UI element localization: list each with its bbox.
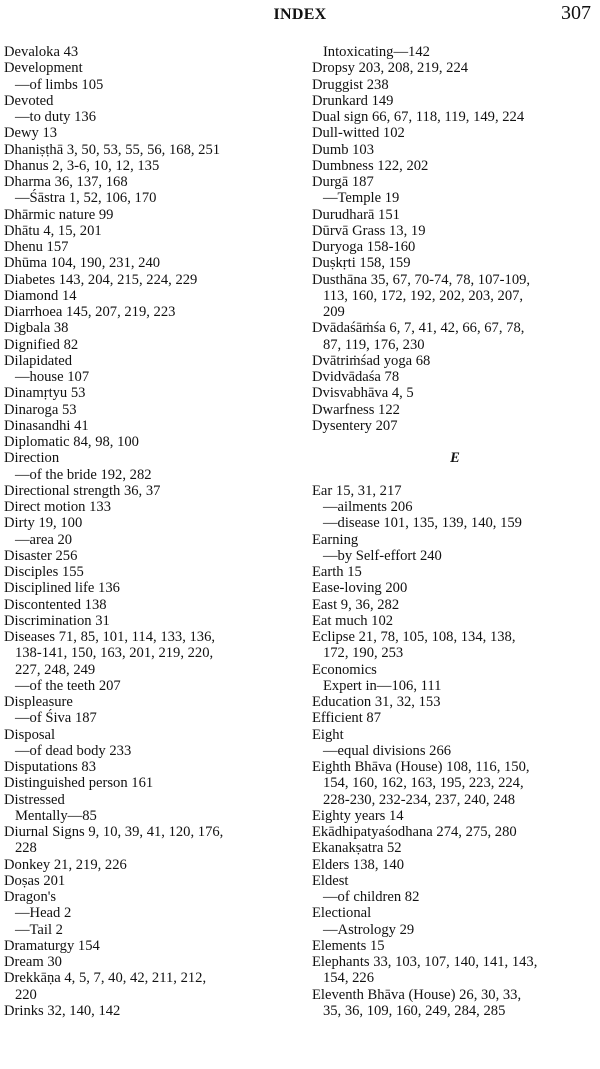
index-entry: —Temple 19 [312,190,400,207]
index-entry: Disputations 83 [4,759,97,775]
index-entry: Drinks 32, 140, 142 [4,1002,121,1019]
index-entry: Eighth Bhāva (House) 108, 116, 150, [312,759,530,775]
index-entry: —disease 101, 135, 139, 140, 159 [312,515,522,532]
index-column-right [312,44,598,1019]
index-entry: Ekādhipatyaśodhana 274, 275, 280 [312,824,517,840]
index-entry: Efficient 87 [312,710,382,727]
index-entry: Dvātriṁśad yoga 68 [312,352,431,369]
index-entry: Dirty 19, 100 [4,515,83,532]
index-entry: —of the teeth 207 [4,677,121,694]
index-entry: —ailments 206 [312,499,413,515]
index-entry: Dvisvabhāva 4, 5 [312,385,414,402]
index-entry: Dignified 82 [4,336,79,353]
index-entry: Dual sign 66, 67, 118, 119, 149, 224 [312,109,525,125]
index-entry: Ekanakṣatra 52 [312,840,402,857]
index-entry: Dumb 103 [312,141,375,158]
index-entry: —Astrology 29 [312,921,415,938]
index-entry: Disciplined life 136 [4,580,120,597]
index-entry: Eight [312,726,344,743]
index-entry: Dhātu 4, 15, 201 [4,222,102,239]
section-letter-heading: E [450,450,460,467]
index-entry: —by Self-effort 240 [312,547,442,564]
index-entry: Dhenu 157 [4,239,69,255]
index-entry: —of children 82 [312,889,420,905]
index-entry: Druggist 238 [312,76,389,93]
index-entry: Expert in—106, 111 [312,677,442,694]
index-entry: Ease-loving 200 [312,580,408,597]
index-entry: Dinamṛtyu 53 [4,385,86,402]
index-entry: Elements 15 [312,937,385,954]
index-entry: Directional strength 36, 37 [4,482,161,499]
index-entry: 209 [312,304,345,320]
index-entry: —of Śiva 187 [4,710,97,727]
index-entry: Displeasure [4,694,73,710]
running-title: INDEX [273,6,327,23]
index-entry: 154, 226 [312,970,375,987]
index-column-left [4,44,292,1019]
index-entry: 172, 190, 253 [312,645,404,662]
index-entry: 138-141, 150, 163, 201, 219, 220, [4,645,214,662]
index-entry: Economics [312,661,377,678]
index-entry: Dream 30 [4,954,62,970]
index-entry: Disposal [4,726,56,743]
index-entry: Dvādaśāṁśa 6, 7, 41, 42, 66, 67, 78, [312,320,525,337]
index-entry: —Head 2 [4,905,72,922]
index-entry: Eighty years 14 [312,807,404,824]
index-entry: —equal divisions 266 [312,742,452,759]
index-entry: Diabetes 143, 204, 215, 224, 229 [4,271,198,288]
index-entry: Dinaroga 53 [4,401,77,418]
index-entry: —to duty 136 [4,109,97,125]
index-entry: Dhūma 104, 190, 231, 240 [4,255,161,272]
page-header [0,4,600,28]
index-entry: Education 31, 32, 153 [312,694,441,710]
index-entry: —Tail 2 [4,921,63,938]
index-entry: Dramaturgy 154 [4,937,100,954]
index-entry: Devaloka 43 [4,44,79,60]
index-entry: Donkey 21, 219, 226 [4,856,127,873]
index-entry: 227, 248, 249 [4,661,96,678]
index-entry: Distinguished person 161 [4,775,154,792]
index-entry: Durudharā 151 [312,206,400,223]
index-entry: Eleventh Bhāva (House) 26, 30, 33, [312,986,522,1003]
index-entry: Dumbness 122, 202 [312,157,429,174]
index-entry: Elders 138, 140 [312,856,405,873]
index-entry: —of dead body 233 [4,742,132,759]
index-entry: Dusthāna 35, 67, 70-74, 78, 107-109, [312,271,531,288]
index-entry: Dharma 36, 137, 168 [4,174,128,190]
index-entry: Diamond 14 [4,287,77,304]
index-entry: Dewy 13 [4,125,58,142]
index-entry: Diseases 71, 85, 101, 114, 133, 136, [4,629,216,645]
index-entry: Earth 15 [312,564,362,580]
index-entry: Earning [312,531,359,548]
index-entry: Durgā 187 [312,174,374,190]
index-entry: Dragon's [4,889,57,905]
index-entry: Dinasandhi 41 [4,417,89,434]
index-entry: 35, 36, 109, 160, 249, 284, 285 [312,1002,506,1019]
index-entry: 228 [4,840,37,857]
index-entry: Discrimination 31 [4,612,110,629]
index-entry: Diplomatic 84, 98, 100 [4,434,139,450]
index-entry: Direct motion 133 [4,499,112,515]
index-entry: 87, 119, 176, 230 [312,336,425,353]
index-entry: Diarrhoea 145, 207, 219, 223 [4,304,176,320]
index-entry: Duryoga 158-160 [312,239,416,255]
index-entry: Elephants 33, 103, 107, 140, 141, 143, [312,954,538,970]
page-number: 307 [561,2,591,24]
index-entry: Eclipse 21, 78, 105, 108, 134, 138, [312,629,516,645]
index-entry: Dvidvādaśa 78 [312,369,400,385]
index-entry: Dilapidated [4,352,73,369]
index-entry: —Śāstra 1, 52, 106, 170 [4,190,157,207]
index-entry: —of limbs 105 [4,76,104,93]
index-entry: Dūrvā Grass 13, 19 [312,222,426,239]
index-entry: —of the bride 192, 282 [4,466,152,483]
index-entry: Dysentery 207 [312,417,398,434]
index-entry [312,467,598,483]
index-entry: Eat much 102 [312,612,394,629]
index-entry: Ear 15, 31, 217 [312,482,402,499]
index-entry: Discontented 138 [4,596,107,613]
index-entry: Disaster 256 [4,547,78,564]
index-entry: 228-230, 232-234, 237, 240, 248 [312,791,516,808]
index-entry: —house 107 [4,369,90,385]
index-entry [312,434,598,450]
index-entry: Dropsy 203, 208, 219, 224 [312,60,469,77]
index-entry: Mentally—85 [4,807,97,824]
index-entry: Eldest [312,872,349,889]
index-entry: Distressed [4,791,65,808]
index-entry: Dull-witted 102 [312,125,405,142]
index-entry: Devoted [4,92,54,109]
index-entry: 113, 160, 172, 192, 202, 203, 207, [312,287,524,304]
index-entry: Direction [4,450,60,467]
index-entry: Dhārmic nature 99 [4,206,114,223]
index-entry: Disciples 155 [4,564,84,580]
index-entry: Dwarfness 122 [312,401,400,418]
index-entry: Electional [312,905,372,922]
index-entry: Dhanus 2, 3-6, 10, 12, 135 [4,157,160,174]
index-entry: 220 [4,986,37,1003]
index-entry: East 9, 36, 282 [312,596,400,613]
index-entry: Digbala 38 [4,320,69,337]
index-entry: Development [4,60,83,77]
index-entry: Drekkāṇa 4, 5, 7, 40, 42, 211, 212, [4,970,207,987]
index-entry: 154, 160, 162, 163, 195, 223, 224, [312,775,524,792]
index-entry: Doṣas 201 [4,872,66,889]
index-entry: Diurnal Signs 9, 10, 39, 41, 120, 176, [4,824,224,840]
index-entry: Intoxicating—142 [312,44,430,60]
index-entry: Duṣkṛti 158, 159 [312,255,411,272]
index-entry: Dhaniṣṭhā 3, 50, 53, 55, 56, 168, 251 [4,141,221,158]
index-entry: Drunkard 149 [312,92,394,109]
index-entry: —area 20 [4,531,73,548]
